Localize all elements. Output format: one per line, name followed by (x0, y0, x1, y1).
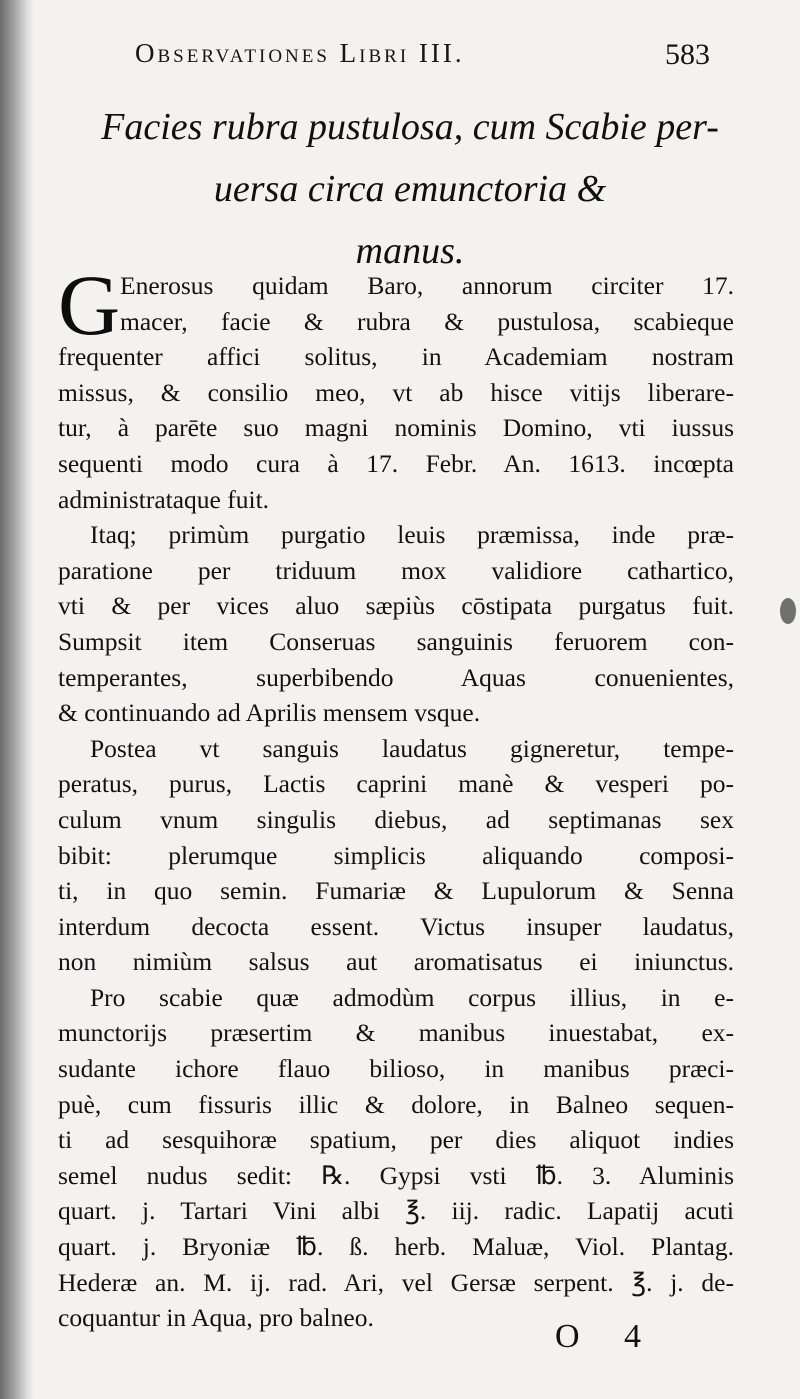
text-line: Postea vt sanguis laudatus gigneretur, tempe- (90, 733, 734, 763)
text-line: & continuando ad Aprilis mensem vsque. (58, 698, 481, 728)
text-line: ti ad sesquihoræ spatium, per dies aliquot indies (58, 1125, 734, 1155)
heading-line: uersa circa emunctoria & (213, 168, 607, 210)
body-text (58, 257, 734, 1336)
drop-capital: G (58, 257, 121, 353)
heading-line: Facies rubra pustulosa, cum Scabie per- (101, 106, 719, 148)
text-line: bibit: plerumque simplicis aliquando composi- (58, 840, 734, 870)
text-line: Sumpsit item Conseruas sanguinis feruorem con- (58, 626, 734, 656)
text-line: ti, in quo semin. Fumariæ & Lupulorum & Senna (58, 876, 734, 906)
text-line: puè, cum fissuris illic & dolore, in Balneo sequen- (58, 1089, 734, 1119)
text-line: quart. j. Tartari Vini albi ℥. iij. radic. Lapatij acuti (58, 1196, 734, 1226)
text-line: Pro scabie quæ admodùm corpus illius, in e- (90, 982, 734, 1012)
text-line: quart. j. Bryoniæ ℔. ß. herb. Maluæ, Viol. Plantag. (58, 1232, 734, 1262)
text-line: sequenti modo cura à 17. Febr. An. 1613. incœpta (58, 448, 734, 478)
page-number: 583 (665, 38, 710, 71)
text-line: frequenter affici solitus, in Academiam nostram (58, 342, 734, 372)
text-line: sudante ichore flauo bilioso, in manibus præci- (58, 1054, 734, 1084)
text-line: Hederæ an. M. ij. rad. Ari, vel Gersæ serpent. ℥. j. de- (58, 1267, 734, 1297)
text-line: vti & per vices aluo sæpiùs cōstipata purgatus fuit. (58, 591, 734, 621)
text-line: coquantur in Aqua, pro balneo. (58, 1303, 374, 1333)
section-heading (70, 96, 750, 282)
ink-blot (780, 598, 796, 624)
text-line: administrataque fuit. (58, 484, 270, 514)
text-line: interdum decocta essent. Victus insuper laudatus, (58, 911, 734, 941)
text-line: peratus, purus, Lactis caprini manè & vesperi po- (58, 769, 734, 799)
text-line: Itaq; primùm purgatio leuis præmissa, inde præ- (90, 520, 734, 550)
scan-shadow (0, 0, 34, 1399)
heading-line: manus. (355, 230, 465, 272)
running-head: Observationes Libri III. (135, 38, 465, 68)
text-line: non nimiùm salsus aut aromatisatus ei iniunctus. (58, 947, 734, 977)
text-line: missus, & consilio meo, vt ab hisce vitijs liberare- (58, 377, 734, 407)
text-line: munctorijs præsertim & manibus inuestabat, ex- (58, 1018, 734, 1048)
text-line: paratione per triduum mox validiore cathartico, (58, 555, 734, 585)
signature-mark: O 4 (555, 1318, 660, 1355)
text-line: macer, facie & rubra & pustulosa, scabieque (120, 306, 734, 336)
text-line: tur, à parēte suo magni nominis Domino, vti iussus (58, 413, 734, 443)
text-line: culum vnum singulis diebus, ad septimanas sex (58, 804, 734, 834)
text-line: semel nudus sedit: ℞. Gypsi vsti ℔. 3. Aluminis (58, 1160, 734, 1190)
text-line: temperantes, superbibendo Aquas conuenientes, (58, 662, 734, 692)
text-line: Enerosus quidam Baro, annorum circiter 17. (120, 271, 734, 300)
